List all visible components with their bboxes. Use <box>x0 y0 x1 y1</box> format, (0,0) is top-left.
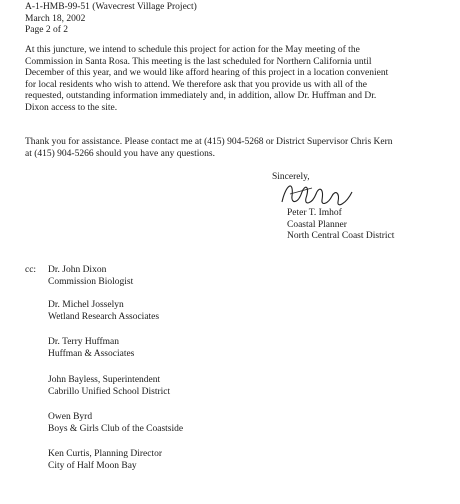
cc-name: Ken Curtis, Planning Director <box>48 449 162 459</box>
closing: Sincerely, <box>272 172 310 182</box>
cc-organization: City of Half Moon Bay <box>48 460 137 471</box>
cc-entry <box>48 449 162 472</box>
cc-entry <box>48 265 133 288</box>
cc-organization: Boys & Girls Club of the Coastside <box>48 423 184 434</box>
page-number: Page 2 of 2 <box>25 25 69 35</box>
cc-organization: Huffman & Associates <box>48 348 135 359</box>
paragraph-line: Thank you for assistance. Please contact me at (415) 904-5268 or District Supervisor Chris Kern <box>25 137 393 147</box>
signer-district: North Central Coast District <box>287 231 395 241</box>
cc-entry <box>48 337 134 360</box>
cc-organization: Cabrillo Unified School District <box>48 386 171 397</box>
paragraph-line: for local residents who wish to attend. We therefore ask that you provide us with all of the <box>25 79 368 90</box>
cc-name: Dr. Terry Huffman <box>48 337 120 347</box>
signer-details <box>287 208 394 243</box>
body-paragraph-1 <box>25 45 453 114</box>
letter-date: March 18, 2002 <box>25 13 86 24</box>
signer-name: Peter T. Imhof <box>287 208 342 218</box>
paragraph-line: at (415) 904-5266 should you have any questions. <box>25 148 215 159</box>
cc-entry <box>48 300 159 323</box>
cc-entry <box>48 412 183 435</box>
cc-name: Owen Byrd <box>48 412 93 422</box>
paragraph-line: At this juncture, we intend to schedule this project for action for the May meeting of the <box>25 45 360 55</box>
letter-header <box>25 2 197 37</box>
cc-label: cc: <box>25 265 37 275</box>
project-reference: A-1-HMB-99-51 (Wavecrest Village Project) <box>25 2 197 12</box>
paragraph-line: Commission in Santa Rosa. This meeting is the last scheduled for Northern California until <box>25 56 372 67</box>
cc-organization: Commission Biologist <box>48 276 134 287</box>
paragraph-line: Dixon access to the site. <box>25 102 118 113</box>
cc-organization: Wetland Research Associates <box>48 311 160 322</box>
cc-name: Dr. John Dixon <box>48 265 107 275</box>
body-paragraph-2 <box>25 137 453 160</box>
cc-entry <box>48 375 170 398</box>
paragraph-line: December of this year, and we would like afford hearing of this project in a location convenient <box>25 68 389 78</box>
cc-name: John Bayless, Superintendent <box>48 375 161 385</box>
signer-title: Coastal Planner <box>287 219 347 230</box>
paragraph-line: requested, outstanding information immediately and, in addition, allow Dr. Huffman and Dr. <box>25 91 377 101</box>
cc-name: Dr. Michel Josselyn <box>48 300 124 310</box>
